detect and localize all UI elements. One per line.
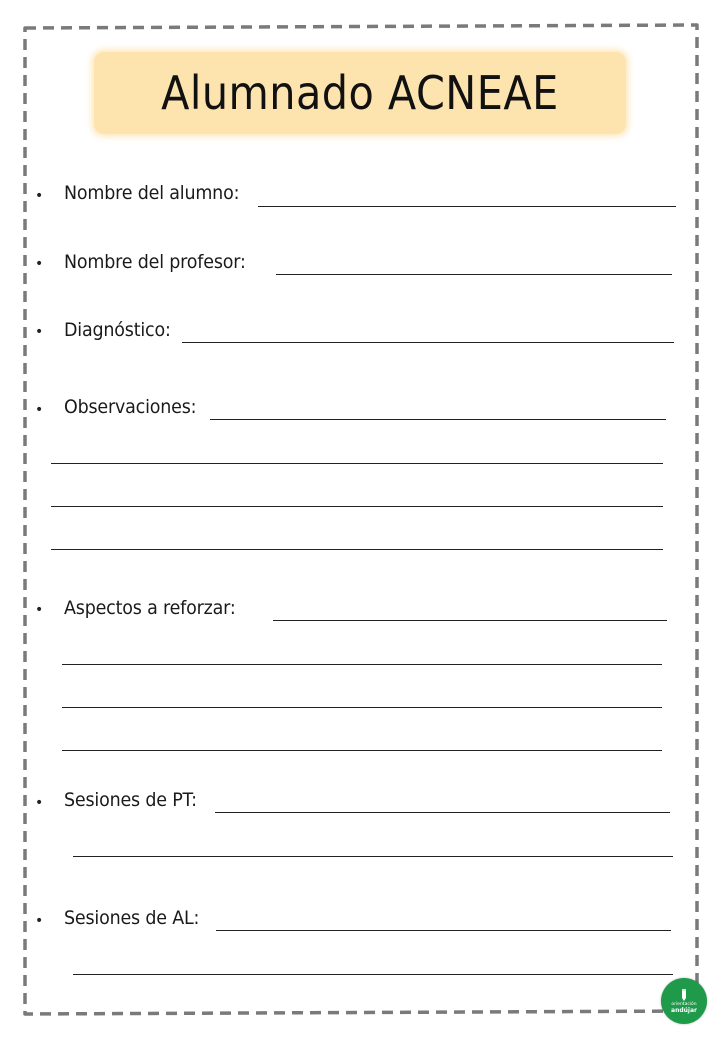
pt-sessions-line[interactable] bbox=[215, 812, 670, 813]
field-observations bbox=[64, 396, 208, 418]
observations-line[interactable] bbox=[51, 506, 663, 507]
reinforce-line[interactable] bbox=[62, 750, 662, 751]
pencil-icon bbox=[679, 988, 689, 1002]
field-label: Nombre del profesor: bbox=[64, 251, 246, 273]
bullet-icon: • bbox=[35, 602, 44, 618]
bullet-icon: • bbox=[35, 795, 44, 811]
title-banner bbox=[94, 52, 626, 134]
al-sessions-line[interactable] bbox=[216, 930, 671, 931]
field-label: Nombre del alumno: bbox=[64, 182, 240, 204]
brand-logo bbox=[661, 978, 707, 1024]
bullet-icon: • bbox=[35, 324, 44, 340]
field-label: Sesiones de AL: bbox=[64, 907, 200, 929]
reinforce-line[interactable] bbox=[62, 664, 662, 665]
observations-line[interactable] bbox=[51, 463, 663, 464]
bullet-icon: • bbox=[35, 256, 44, 272]
field-reinforce-aspects bbox=[64, 597, 251, 619]
bullet-icon: • bbox=[35, 188, 44, 204]
student-name-line[interactable] bbox=[258, 206, 676, 207]
teacher-name-line[interactable] bbox=[276, 274, 672, 275]
field-al-sessions bbox=[64, 907, 211, 929]
bullet-icon: • bbox=[35, 913, 44, 929]
field-label: Diagnóstico: bbox=[64, 319, 171, 341]
field-teacher-name bbox=[64, 251, 261, 273]
field-label: Aspectos a reforzar: bbox=[64, 597, 236, 619]
reinforce-line[interactable] bbox=[273, 620, 667, 621]
bullet-icon: • bbox=[35, 402, 44, 418]
observations-line[interactable] bbox=[51, 549, 663, 550]
al-sessions-line[interactable] bbox=[73, 974, 673, 975]
field-diagnosis bbox=[64, 319, 180, 341]
observations-line[interactable] bbox=[210, 419, 666, 420]
logo-text-line2: andújar bbox=[671, 1007, 697, 1014]
field-label: Sesiones de PT: bbox=[64, 789, 197, 811]
logo-text-line1: orientación bbox=[671, 1002, 697, 1007]
page-title: Alumnado ACNEAE bbox=[161, 66, 559, 120]
pt-sessions-line[interactable] bbox=[73, 856, 673, 857]
diagnosis-line[interactable] bbox=[182, 342, 674, 343]
field-student-name bbox=[64, 182, 255, 204]
reinforce-line[interactable] bbox=[62, 707, 662, 708]
field-pt-sessions bbox=[64, 789, 208, 811]
field-label: Observaciones: bbox=[64, 396, 197, 418]
